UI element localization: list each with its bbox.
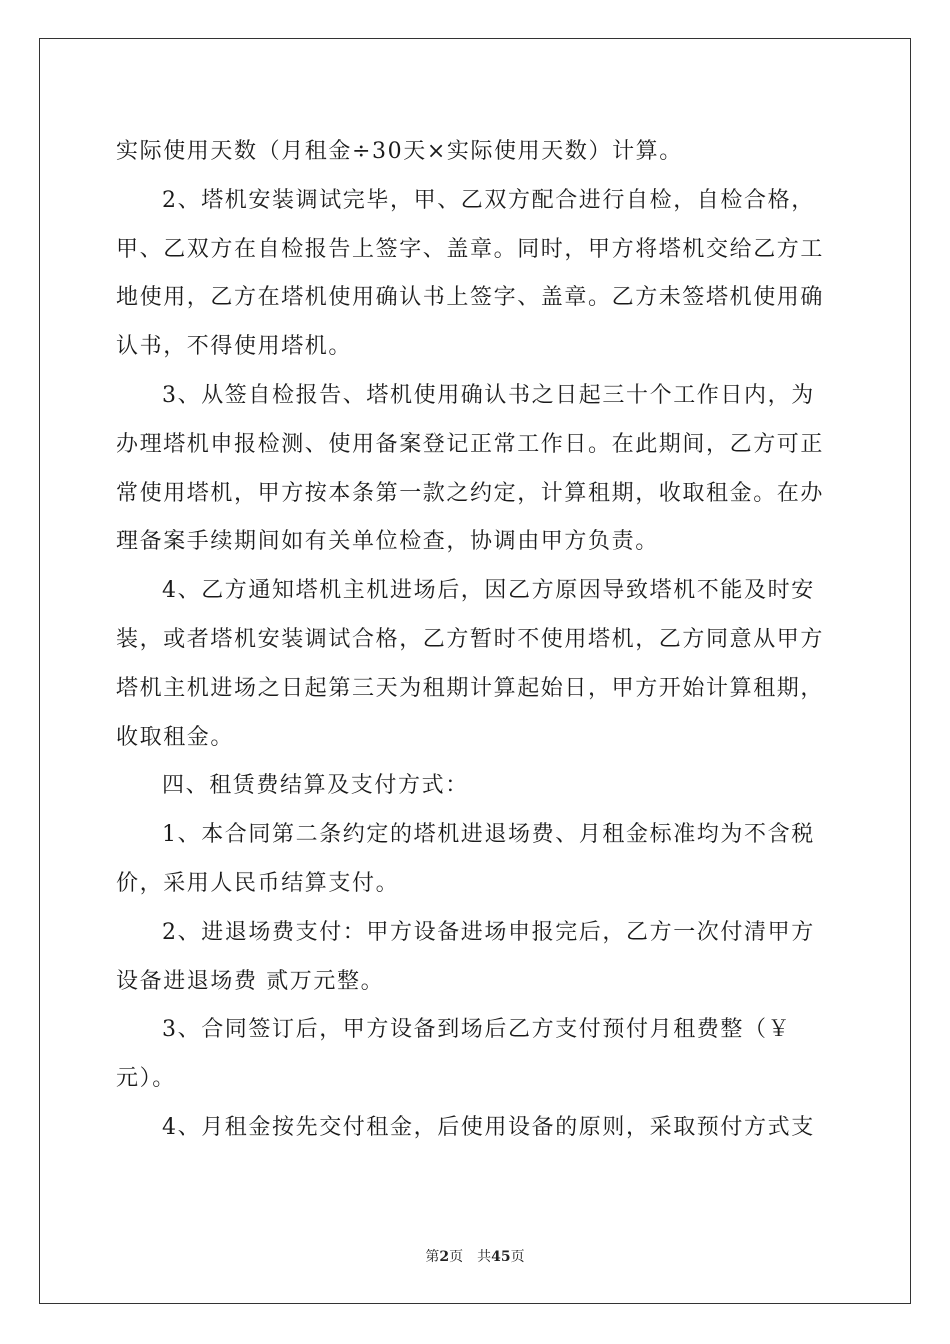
- text-line: 收取租金。: [116, 724, 235, 750]
- text-line: 4、月租金按先交付租金，后使用设备的原则，采取预付方式支: [162, 1114, 815, 1140]
- text-line: 认书，不得使用塔机。: [116, 334, 353, 360]
- text-line: 价，采用人民币结算支付。: [116, 870, 400, 896]
- text-line: 设备进退场费 贰万元整。: [116, 968, 385, 994]
- text-line: 3、从签自检报告、塔机使用确认书之日起三十个工作日内，为: [162, 382, 815, 408]
- text-line: 地使用，乙方在塔机使用确认书上签字、盖章。乙方未签塔机使用确: [116, 285, 825, 311]
- footer-page-prefix: 第: [425, 1249, 440, 1265]
- footer-page-number: 2: [439, 1249, 450, 1265]
- text-line: 4、乙方通知塔机主机进场后，因乙方原因导致塔机不能及时安: [162, 578, 815, 604]
- footer-total-pages: 45: [491, 1249, 511, 1265]
- text-line: 甲、乙双方在自检报告上签字、盖章。同时，甲方将塔机交给乙方工: [116, 236, 825, 262]
- document-body: [116, 128, 836, 1153]
- text-line: 理备案手续期间如有关单位检查，协调由甲方负责。: [116, 529, 659, 555]
- footer-total-prefix: 共: [477, 1249, 492, 1265]
- text-line: 3、合同签订后，甲方设备到场后乙方支付预付月租费整（￥: [162, 1017, 792, 1043]
- text-line: 塔机主机进场之日起第三天为租期计算起始日，甲方开始计算租期，: [116, 675, 825, 701]
- page-footer: [0, 1246, 950, 1266]
- text-line: 2、进退场费支付：甲方设备进场申报完后，乙方一次付清甲方: [162, 919, 815, 945]
- text-line: 办理塔机申报检测、使用备案登记正常工作日。在此期间，乙方可正: [116, 431, 825, 457]
- text-line: 四、租赁费结算及支付方式：: [162, 773, 469, 799]
- text-line: 1、本合同第二条约定的塔机进退场费、月租金标准均为不含税: [162, 822, 815, 848]
- text-line: 元）。: [116, 1066, 176, 1092]
- text-line: 实际使用天数（月租金÷30天×实际使用天数）计算。: [116, 139, 683, 164]
- footer-total-suffix: 页: [510, 1249, 525, 1265]
- text-line: 装，或者塔机安装调试合格，乙方暂时不使用塔机，乙方同意从甲方: [116, 626, 825, 652]
- footer-page-suffix: 页: [449, 1249, 464, 1265]
- text-line: 常使用塔机，甲方按本条第一款之约定，计算租期，收取租金。在办: [116, 480, 825, 506]
- text-line: 2、塔机安装调试完毕，甲、乙双方配合进行自检，自检合格，: [162, 187, 815, 213]
